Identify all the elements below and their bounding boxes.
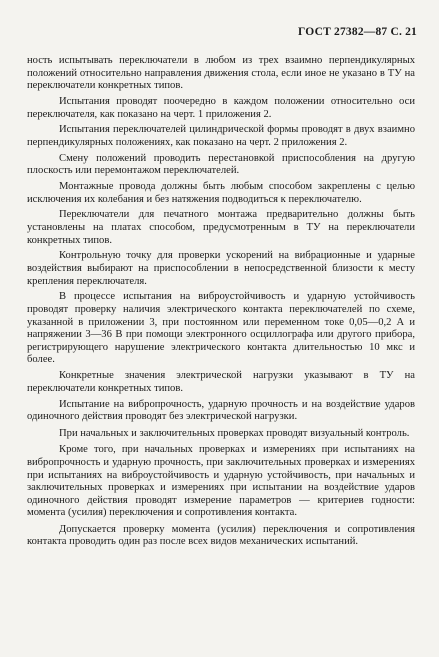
paragraph: Допускается проверку момента (усилия) переключения и сопротивления контакта проводить один раз после всех видов механических испытаний. <box>27 523 415 548</box>
paragraph: ность испытывать переключатели в любом из трех взаимно перпендикулярных положений относительно направления движения стола, если иное не указано в ТУ на переключатели конкретных типов. <box>27 55 415 92</box>
document-body <box>27 55 415 552</box>
paragraph: Кроме того, при начальных проверках и измерениях при испытаниях на вибропрочность и ударную прочность, при заключительных проверках и измерениях при испытаниях на виброустойчивость и ударную устойчивость, при начальных и заключительных проверках и измерениях при испытании на воздействие ударов одиночного действия проводят измерение параметров — критериев годности: момента (усилия) переключения и сопротивления контакта. <box>27 444 415 519</box>
paragraph: В процессе испытания на виброустойчивость и ударную устойчивость проводят проверку наличия электрического контакта переключателей по схеме, указанной в приложении 3, при постоянном или переменном токе 0,05—0,2 А и напряжении 3—36 В при помощи электронного осциллографа или другого прибора, регистрирующего нарушение электрического контакта длительностью 10 мкс и более. <box>27 291 415 366</box>
paragraph: Монтажные провода должны быть любым способом закреплены с целью исключения их колебания и без натяжения подводиться к переключателю. <box>27 181 415 205</box>
paragraph: Смену положений проводить перестановкой приспособления на другую плоскость или перемонтажом переключателей. <box>27 152 415 177</box>
paragraph: Испытание на вибропрочность, ударную прочность и на воздействие ударов одиночного действия проводят без электрической нагрузки. <box>27 398 415 423</box>
paragraph: Контрольную точку для проверки ускорений на вибрационные и ударные воздействия выбирают на приспособлении в непосредственной близости к месту крепления переключателя. <box>27 250 415 287</box>
paragraph: Переключатели для печатного монтажа предварительно должны быть установлены на платах способом, предусмотренным в ТУ на переключатели конкретных типов. <box>27 209 415 246</box>
paragraph: При начальных и заключительных проверках проводят визуальный контроль. <box>59 427 410 439</box>
paragraph: Испытания проводят поочередно в каждом положении относительно оси переключателя, как показано на черт. 1 приложения 2. <box>27 95 415 120</box>
paragraph: Испытания переключателей цилиндрической формы проводят в двух взаимно перпендикулярных положениях, как показано на черт. 2 приложения 2. <box>27 124 415 148</box>
page-header: ГОСТ 27382—87 С. 21 <box>298 26 417 38</box>
paragraph: Конкретные значения электрической нагрузки указывают в ТУ на переключатели конкретных типов. <box>27 370 415 394</box>
